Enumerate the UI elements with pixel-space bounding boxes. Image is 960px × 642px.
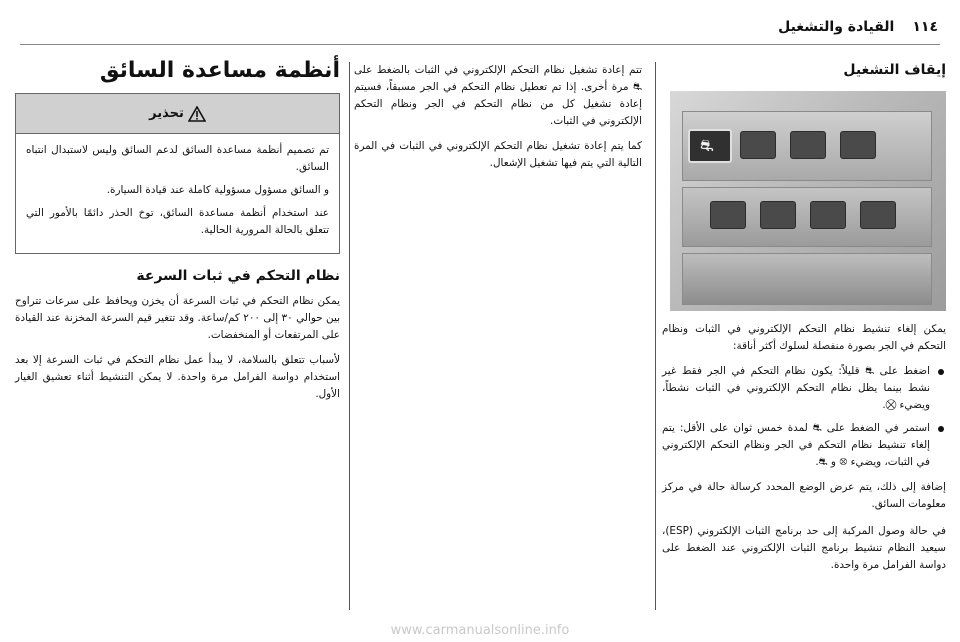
list-item: اضغط على ⛐ قليلاً: يكون نظام التحكم في الجر فقط غير نشط بينما يظل نظام التحكم الإلكتروني في الثبات نشطاً، ويضيء ⛒. [662,363,946,414]
running-header [22,14,938,40]
warning-body [16,134,339,253]
section-title-cruise-control: نظام التحكم في ثبات السرعة [136,268,340,284]
stop-bullet-list [662,363,946,471]
cruise-paragraph-1: يمكن نظام التحكم في ثبات السرعة أن يخزن ويحافظ على سرعات تتراوح بين حوالي ٣٠ إلى ٢٠٠ كم/ساعة. وقد تتغير قيم السرعة المخزنة عند القيادة على المرتفعات أو المنخفضات. [15,295,340,341]
warning-triangle-icon [188,106,206,122]
chapter-title: القيادة والتشغيل [778,19,895,35]
warning-header [16,94,339,134]
section-title-stop: إيقاف التشغيل [843,62,946,78]
stop-paragraph-2: إضافة إلى ذلك، يتم عرض الوضع المحدد كرسالة حالة في مركز معلومات السائق. [662,481,946,510]
watermark-url: www.carmanualsonline.info [390,623,570,638]
restart-paragraph-1: تتم إعادة تشغيل نظام التحكم الإلكتروني في الثبات بالضغط على ⛐ مرة أخرى. إذا تم تعطيل نظام التحكم في الجر مسبقاً، فسيتم إعادة تشغيل كل من نظام التحكم في الجر ونظام التحكم الإلكتروني في الثبات. [354,64,642,127]
warning-box [15,93,340,254]
cruise-paragraph-2: لأسباب تتعلق بالسلامة، لا يبدأ عمل نظام التحكم في ثبات السرعة إلا بعد استخدام دواسة الفرامل مرة واحدة. لا يمكن التنشيط أثناء تعشيق الغيار الأول. [15,354,340,400]
column-divider-right [655,62,656,610]
dashboard-photo [670,91,946,311]
esp-button[interactable] [688,129,732,163]
column-stop-operation [662,62,946,574]
warning-paragraph: عند استخدام أنظمة مساعدة السائق، توخ الحذر دائمًا بالأمور التي تتعلق بالحالة المرورية الحالية. [26,207,329,236]
header-rule [20,44,940,45]
column-divider-left [349,62,350,610]
page-number: ١١٤ [912,19,938,35]
section-title-driver-assistance: أنظمة مساعدة السائق [99,58,340,83]
stop-paragraph-1: يمكن إلغاء تنشيط نظام التحكم الإلكتروني في الثبات ونظام التحكم في الجر بصورة منفصلة لسلوك أكثر أناقة: [662,323,946,352]
warning-label: تحذير [149,106,184,121]
column-restart [354,62,642,180]
restart-paragraph-2: كما يتم إعادة تشغيل نظام التحكم الإلكتروني في الثبات في المرة التالية التي يتم فيها تشغيل الإشعال. [354,140,642,169]
warning-paragraph: و السائق مسؤول مسؤولية كاملة عند قيادة السيارة. [106,184,329,196]
esp-skid-icon: ⛐ [700,136,714,155]
warning-paragraph: تم تصميم أنظمة مساعدة السائق لدعم السائق وليس لاستبدال انتباه السائق. [26,144,329,173]
esp-callout: في حالة وصول المركبة إلى حد برنامج الثبات الإلكتروني (ESP)، سيعيد النظام تنشيط برنامج الثبات الإلكتروني عند الضغط على دواسة الفرامل مرة واحدة. [662,525,946,571]
column-driver-assistance [15,58,340,411]
list-item: استمر في الضغط على ⛐ لمدة خمس ثوان على الأقل: يتم إلغاء تنشيط نظام التحكم في الجر ونظام التحكم الإلكتروني في الثبات، ويضيء ⛒ و ⛐. [662,420,946,471]
